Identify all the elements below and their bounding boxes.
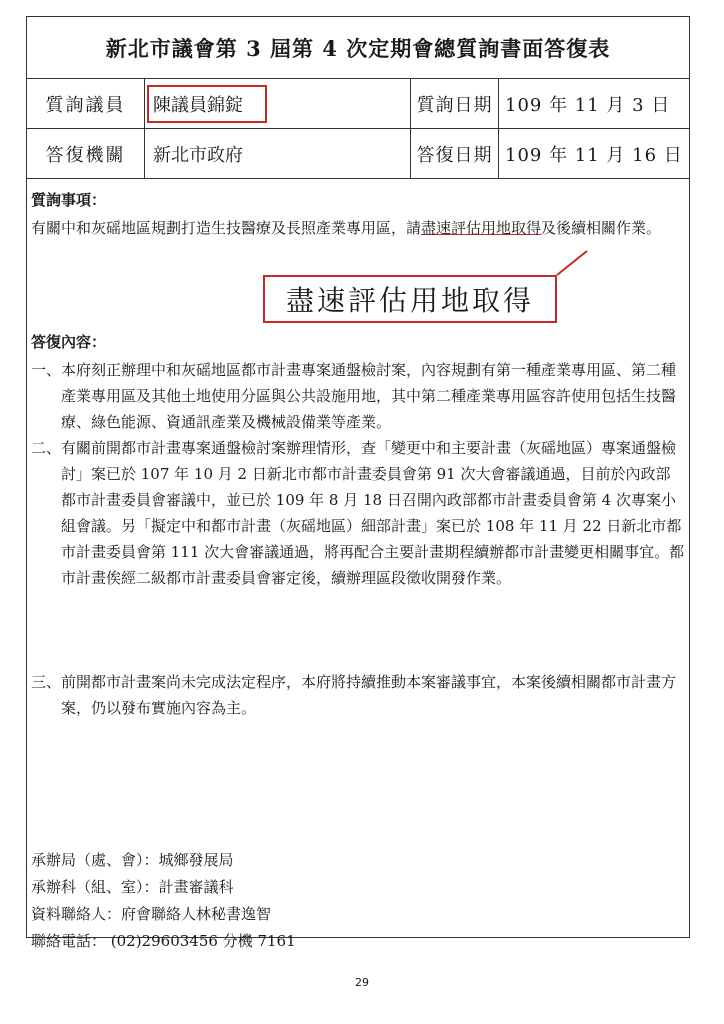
councilor-value: 陳議員錦錠 <box>145 79 411 128</box>
footer-section: 承辦科（組、室）：計畫審議科 <box>31 878 234 896</box>
footer-contact: 資料聯絡人：府會聯絡人林秘書逸智 <box>31 905 272 923</box>
councilor-highlight-box <box>147 85 267 123</box>
answer-item-text: 有關前開都市計畫專案通盤檢討案辦理情形，查「變更中和主要計畫（灰磘地區）專案通盤檢討」案已於 107 年 10 月 2 日新北市都市計畫委員會第 91 次大會審議通過，目前於內政部都市計畫委員會審議中，並已於 109 年 8 月 18 日召開內政部都市計畫委員會第 4 次專案小組會議。另「擬定中和都市計畫（灰磘地區）細部計畫」案已於 108 年 11 月 22 日新北市都市計畫委員會第 111 次大會審議通過，將再配合主要計畫期程續辦都市計畫變更相關事宜。都市計畫俟經二級都市計畫委員會審定後，續辦理區段徵收開發作業。 <box>61 439 685 587</box>
agency-value: 新北市政府 <box>145 129 411 178</box>
answer-item <box>31 357 685 435</box>
agency-label: 答復機關 <box>27 129 145 178</box>
answer-item-text: 本府刻正辦理中和灰磘地區都市計畫專案通盤檢討案，內容規劃有第一種產業專用區、第二種產業專用區及其他土地使用分區與公共設施用地，其中第二種產業專用區容許使用包括生技醫療、綠色能源、資通訊產業及機械設備業等產業。 <box>61 361 677 431</box>
councilor-label: 質詢議員 <box>27 79 145 128</box>
question-text-after: 及後續相關作業。 <box>541 219 662 237</box>
answer-item-number: 二、 <box>31 439 62 457</box>
answer-item-number: 三、 <box>31 673 62 691</box>
question-text-highlight: 盡速評估用地取得 <box>421 219 542 237</box>
answer-item <box>31 669 685 721</box>
form-title: 新北市議會第 3 屆第 4 次定期會總質詢書面答復表 <box>27 17 689 79</box>
highlight-callout: 盡速評估用地取得 <box>263 275 557 323</box>
answer-item-text: 前開都市計畫案尚未完成法定程序，本府將持續推動本案審議事宜，本案後續相關都市計畫方案，仍以發布實施內容為主。 <box>61 673 677 717</box>
reply-date-value: 109 年 11 月 16 日 <box>505 144 683 166</box>
reply-date-label: 答復日期 <box>411 129 499 178</box>
answer-item <box>31 435 685 591</box>
reply-row <box>27 129 689 179</box>
answer-heading: 答復內容： <box>31 333 107 351</box>
footer-bureau: 承辦局（處、會）：城鄉發展局 <box>31 851 234 869</box>
inquiry-date-label: 質詢日期 <box>411 79 499 128</box>
inquiry-row <box>27 79 689 129</box>
question-heading: 質詢事項： <box>31 191 107 209</box>
page-number: 29 <box>355 976 369 989</box>
footer-phone: 聯絡電話： (02)29603456 分機 7161 <box>31 932 296 950</box>
inquiry-date-value: 109 年 11 月 3 日 <box>505 94 671 116</box>
question-text-before: 有關中和灰磘地區規劃打造生技醫療及長照產業專用區，請 <box>31 219 422 237</box>
reply-form <box>26 16 690 950</box>
answer-item-number: 一、 <box>31 361 62 379</box>
